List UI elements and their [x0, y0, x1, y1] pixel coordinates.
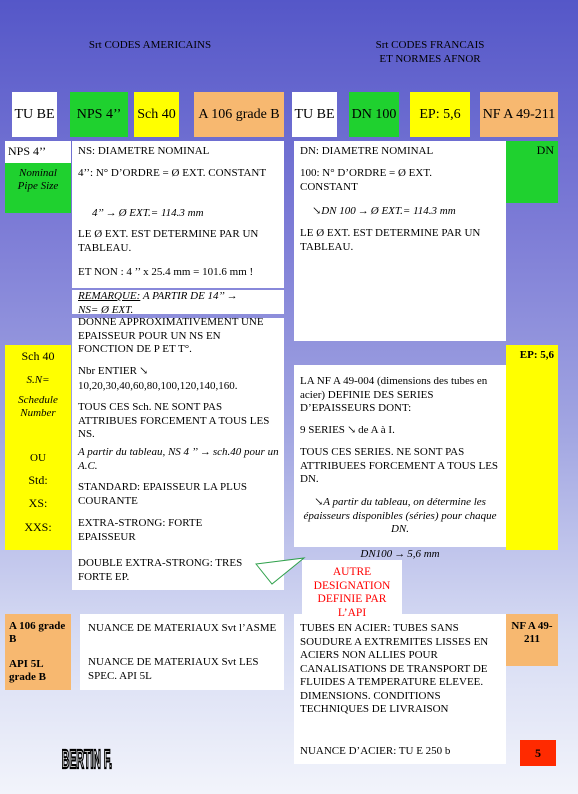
nps-example	[92, 207, 282, 221]
ext-determined-note: LE Ø EXT. EST DETERMINE PAR UN TABLEAU.	[78, 228, 259, 254]
dn100-start: DN100	[360, 548, 393, 560]
xxs-definition: DOUBLE EXTRA-STRONG: TRES FORTE EP.	[78, 557, 243, 583]
nine-series-start: 9 SERIES	[300, 424, 345, 436]
a-partir-end: sch.40 pour un A.C.	[78, 446, 279, 472]
nfa-side-label: NF A 49-211	[506, 614, 558, 666]
api5l-label: API 5L grade B	[5, 652, 71, 690]
bertin-logo	[58, 700, 128, 786]
a-partir-start: A partir du tableau, NS 4 ’’	[78, 446, 198, 458]
right-arrow-icon: →	[105, 207, 117, 219]
dn-ext-determined: LE Ø EXT. EST DETERMINE PAR UN TABLEAU.	[300, 227, 481, 253]
bertin-logo-svg	[58, 700, 128, 786]
dn-box: DN 100	[349, 92, 399, 137]
dn-order: 100: N° D’ORDRE = Ø EXT. CONSTANT	[300, 167, 432, 193]
right-arrow-icon: →	[226, 290, 238, 302]
remarque-note	[78, 290, 282, 314]
nf-a49-004-note: LA NF A 49-004 (dimensions des tubes en acier) DEFINIE DES SERIES D’EPAISSEURS DONT:	[300, 375, 488, 414]
donne-note: DONNE APPROXIMATIVEMENT UNE EPAISSEUR POUR UN NS EN FONCTION DE P ET T°.	[78, 316, 264, 355]
down-right-arrow-icon: ↘	[346, 424, 357, 436]
french-codes-caption-line2: ET NORMES AFNOR	[379, 53, 481, 65]
down-right-arrow-icon: ↘	[312, 205, 322, 217]
sch40-label: Sch 40	[21, 349, 55, 363]
a-partir-note	[78, 446, 282, 473]
remarque-label: REMARQUE:	[78, 290, 141, 302]
nps-example-end: Ø EXT.= 114.3 mm	[118, 207, 204, 219]
page-number: 5	[535, 745, 541, 760]
a106-box: A 106 grade B	[194, 92, 284, 137]
french-codes-caption-line1: Srt CODES FRANCAIS	[375, 39, 485, 51]
tous-sch-note: TOUS CES Sch. NE SONT PAS ATTRIBUES FORCEMENT A TOUS LES NS.	[78, 401, 270, 440]
down-right-arrow-icon: ↘	[314, 496, 324, 508]
remarque-text: A PARTIR DE 14’’	[142, 290, 225, 302]
french-codes-caption	[340, 38, 520, 66]
ou-label: OU	[30, 452, 46, 464]
ep-side-label	[506, 345, 558, 550]
right-arrow-icon: →	[394, 548, 406, 560]
a-partir-series-note	[300, 496, 500, 537]
nbr-entier-note	[78, 365, 278, 379]
bertin-logo-text: BERTIN F.	[61, 745, 113, 775]
ep-box: EP: 5,6	[410, 92, 470, 137]
dn-definition: DN: DIAMETRE NOMINAL	[300, 145, 434, 157]
std-definition: STANDARD: EPAISSEUR LA PLUS COURANTE	[78, 481, 247, 507]
sn-label: S.N=	[26, 374, 50, 386]
a-partir-series-text: A partir du tableau, on détermine les épaisseurs disponibles (séries) pour chaque DN.	[303, 496, 497, 535]
american-codes-caption: Srt CODES AMERICAINS	[88, 39, 212, 51]
api-definition: NUANCE DE MATERIAUX Svt LES SPEC. API 5L	[88, 656, 259, 682]
tous-series-note: TOUS CES SERIES. NE SONT PAS ATTRIBUEES FORCEMENT A TOUS LES DN.	[300, 446, 499, 485]
remarque-tail: NS= Ø EXT.	[78, 303, 134, 314]
nominal-pipe-size-label: Nominal Pipe Size	[5, 163, 71, 213]
std-label: Std:	[28, 473, 48, 487]
et-non-note: ET NON : 4 ’’ x 25.4 mm = 101.6 mm !	[78, 266, 254, 278]
schedule-number-label: Schedule Number	[18, 394, 58, 419]
nps-label: NPS 4’’	[5, 141, 71, 163]
autre-designation: AUTRE DESIGNATION DEFINIE PAR L’API	[313, 566, 391, 619]
tubes-en-acier-note: TUBES EN ACIER: TUBES SANS SOUDURE A EXTREMITES LISSES EN ACIERS NON ALLIES POUR CANALISATIONS DE TRANSPORT DE FLUIDES A TEMPERATURE ELEVEE. DIMENSIONS. CONDITIONS TECHNIQUES DE LIVRAISON	[300, 622, 489, 715]
dn100-end: 5,6 mm	[407, 548, 440, 560]
tube-box-left: TU BE	[12, 92, 57, 137]
down-right-arrow-icon: ↘	[138, 365, 149, 377]
xs-label: XS:	[28, 496, 48, 510]
nine-series-end: de A à I.	[358, 424, 395, 436]
a106-label: A 106 grade B	[5, 614, 71, 652]
dn-example	[312, 205, 504, 219]
sch-box: Sch 40	[134, 92, 179, 137]
a106-definition: NUANCE DE MATERIAUX Svt l’ASME	[88, 622, 277, 634]
dn-example-end: Ø EXT.= 114.3 mm	[370, 205, 456, 217]
right-arrow-icon: →	[357, 205, 369, 217]
xs-definition: EXTRA-STRONG: FORTE EPAISSEUR	[78, 517, 203, 543]
nps-box: NPS 4’’	[70, 92, 128, 137]
ns-definition: NS: DIAMETRE NOMINAL	[78, 145, 210, 157]
right-arrow-icon: →	[199, 446, 211, 458]
page-number-badge	[520, 740, 556, 766]
nine-series-note	[300, 424, 500, 438]
ep-side-text: EP: 5,6	[519, 349, 554, 361]
nfa-box: NF A 49-211	[480, 92, 558, 137]
tube-box-right: TU BE	[292, 92, 337, 137]
nuance-acier-note: NUANCE D’ACIER: TU E 250 b	[300, 745, 451, 757]
dn-side-label: DN	[506, 141, 558, 203]
dn-example-start: DN 100	[321, 205, 356, 217]
nbr-entier-text: Nbr ENTIER	[78, 365, 137, 377]
nps-example-start: 4’’	[92, 207, 104, 219]
schedule-values: 10,20,30,40,60,80,100,120,140,160.	[78, 380, 238, 392]
nps-definition: 4’’: N° D’ORDRE = Ø EXT. CONSTANT	[78, 167, 267, 179]
xxs-label: XXS:	[24, 520, 52, 534]
